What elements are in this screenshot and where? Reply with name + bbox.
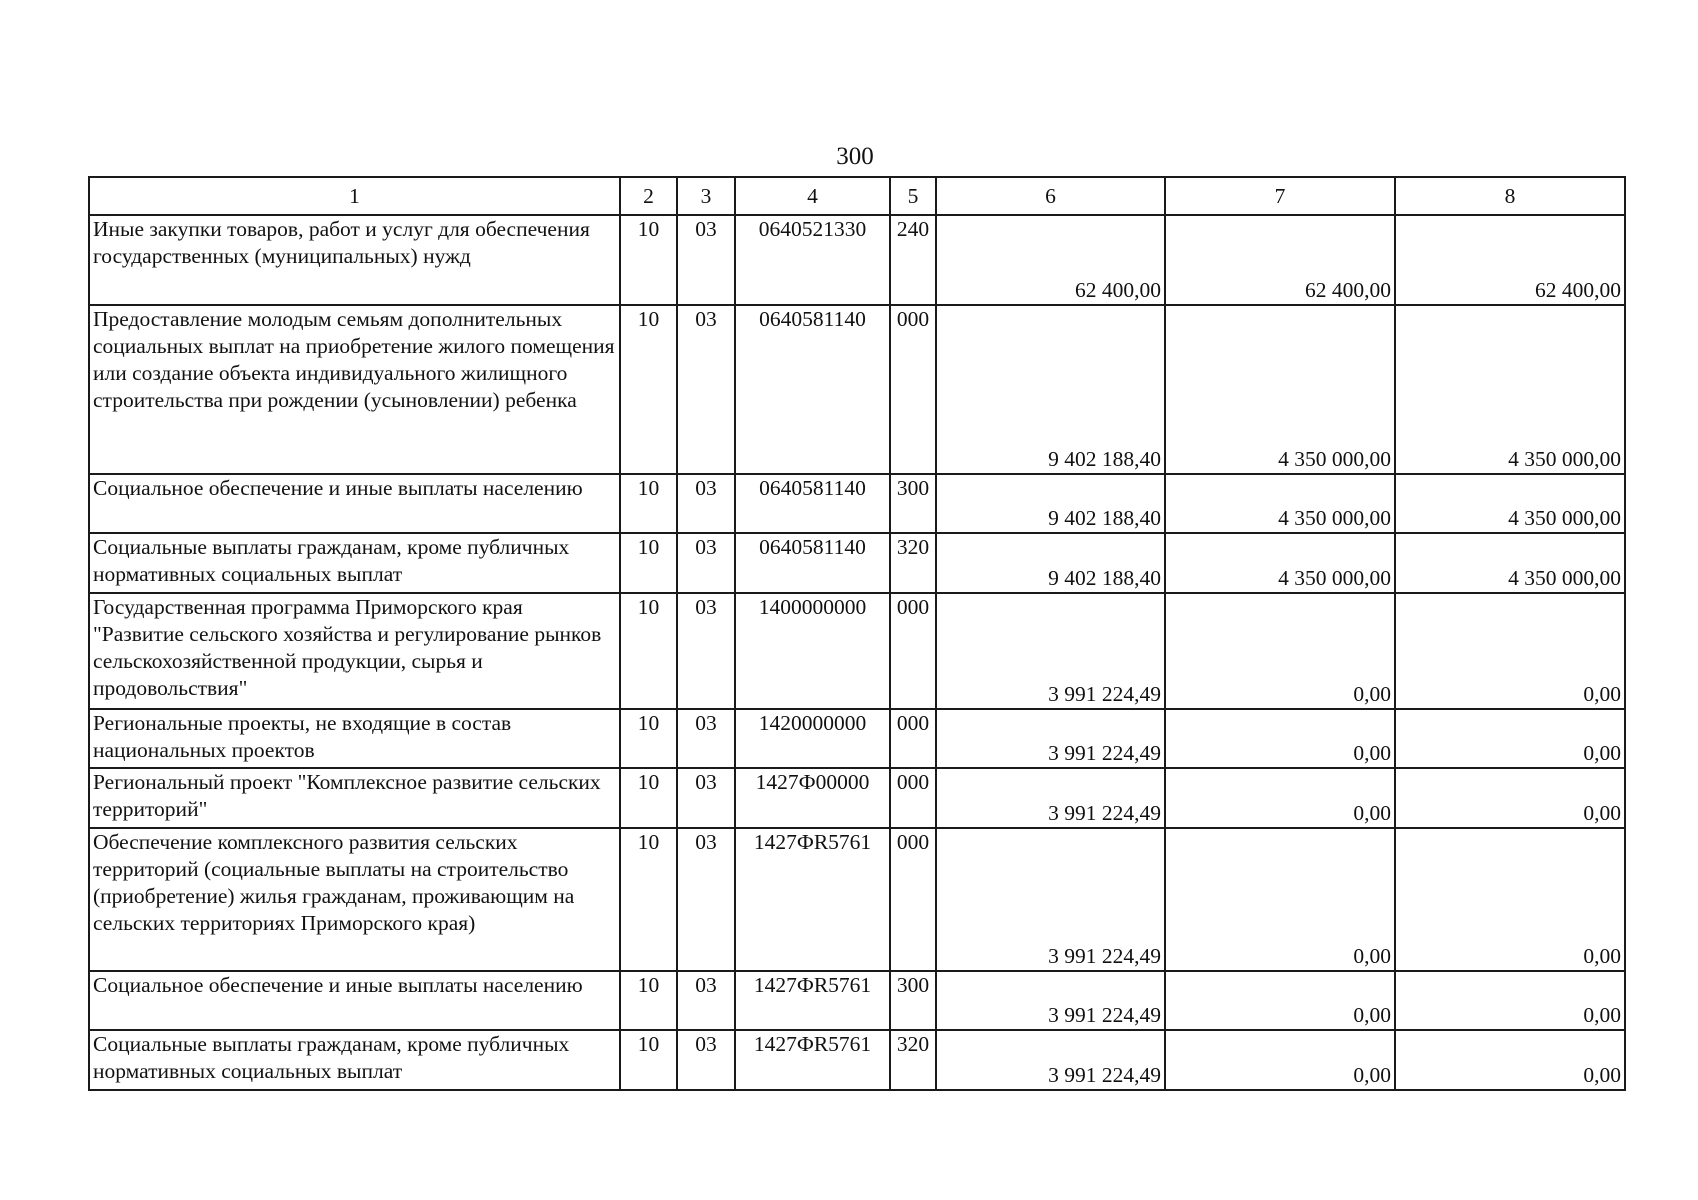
row-amount-8: 62 400,00: [1395, 215, 1625, 305]
row-name: Иные закупки товаров, работ и услуг для обеспечения государственных (муниципальных) нужд: [89, 215, 620, 305]
table-row: [89, 768, 1625, 828]
row-expense-type: 300: [890, 474, 936, 533]
row-amount-7: 0,00: [1165, 768, 1395, 828]
table-row: [89, 971, 1625, 1030]
header-cell-1: 1: [89, 177, 620, 215]
header-cell-2: 2: [620, 177, 677, 215]
row-section: 10: [620, 305, 677, 474]
header-cell-3: 3: [677, 177, 735, 215]
row-section: 10: [620, 1030, 677, 1090]
row-target-article: 1427Ф00000: [735, 768, 890, 828]
row-expense-type: 000: [890, 768, 936, 828]
table-row: [89, 593, 1625, 709]
row-expense-type: 320: [890, 1030, 936, 1090]
row-amount-8: 0,00: [1395, 593, 1625, 709]
row-name: Региональные проекты, не входящие в состав национальных проектов: [89, 709, 620, 768]
table-row: [89, 709, 1625, 768]
row-amount-7: 0,00: [1165, 828, 1395, 971]
row-subsection: 03: [677, 1030, 735, 1090]
row-section: 10: [620, 215, 677, 305]
row-amount-8: 0,00: [1395, 971, 1625, 1030]
row-amount-7: 0,00: [1165, 709, 1395, 768]
table-row: [89, 1030, 1625, 1090]
row-section: 10: [620, 474, 677, 533]
row-subsection: 03: [677, 593, 735, 709]
row-target-article: 1400000000: [735, 593, 890, 709]
row-amount-6: 3 991 224,49: [936, 709, 1165, 768]
table-row: [89, 533, 1625, 593]
page-number: 300: [836, 143, 874, 170]
row-name: Социальное обеспечение и иные выплаты населению: [89, 971, 620, 1030]
row-name: Предоставление молодым семьям дополнительных социальных выплат на приобретение жилого помещения или создание объекта индивидуального жилищного строительства при рождении (усыновлении) ребенка: [89, 305, 620, 474]
header-cell-5: 5: [890, 177, 936, 215]
row-subsection: 03: [677, 215, 735, 305]
row-name: Государственная программа Приморского края "Развитие сельского хозяйства и регулирование рынков сельскохозяйственной продукции, сырья и продовольствия": [89, 593, 620, 709]
row-amount-6: 9 402 188,40: [936, 533, 1165, 593]
row-amount-7: 62 400,00: [1165, 215, 1395, 305]
row-expense-type: 240: [890, 215, 936, 305]
row-amount-8: 0,00: [1395, 709, 1625, 768]
row-amount-7: 0,00: [1165, 971, 1395, 1030]
row-amount-6: 3 991 224,49: [936, 768, 1165, 828]
row-expense-type: 000: [890, 709, 936, 768]
row-target-article: 0640581140: [735, 474, 890, 533]
row-target-article: 0640521330: [735, 215, 890, 305]
row-section: 10: [620, 768, 677, 828]
row-amount-6: 3 991 224,49: [936, 593, 1165, 709]
row-section: 10: [620, 593, 677, 709]
table-row: [89, 215, 1625, 305]
row-subsection: 03: [677, 474, 735, 533]
row-section: 10: [620, 828, 677, 971]
row-amount-7: 0,00: [1165, 593, 1395, 709]
row-name: Обеспечение комплексного развития сельских территорий (социальные выплаты на строительство (приобретение) жилья гражданам, проживающим на сельских территориях Приморского края): [89, 828, 620, 971]
row-subsection: 03: [677, 709, 735, 768]
row-expense-type: 320: [890, 533, 936, 593]
row-amount-6: 3 991 224,49: [936, 1030, 1165, 1090]
row-subsection: 03: [677, 305, 735, 474]
table-row: [89, 305, 1625, 474]
row-amount-8: 0,00: [1395, 828, 1625, 971]
row-amount-7: 4 350 000,00: [1165, 305, 1395, 474]
row-section: 10: [620, 709, 677, 768]
row-target-article: 0640581140: [735, 305, 890, 474]
row-amount-7: 0,00: [1165, 1030, 1395, 1090]
row-expense-type: 000: [890, 593, 936, 709]
row-amount-6: 62 400,00: [936, 215, 1165, 305]
row-name: Социальные выплаты гражданам, кроме публичных нормативных социальных выплат: [89, 1030, 620, 1090]
row-expense-type: 300: [890, 971, 936, 1030]
row-amount-8: 4 350 000,00: [1395, 305, 1625, 474]
row-amount-6: 3 991 224,49: [936, 971, 1165, 1030]
row-name: Социальное обеспечение и иные выплаты населению: [89, 474, 620, 533]
row-name: Социальные выплаты гражданам, кроме публичных нормативных социальных выплат: [89, 533, 620, 593]
row-amount-7: 4 350 000,00: [1165, 533, 1395, 593]
row-amount-8: 0,00: [1395, 768, 1625, 828]
row-section: 10: [620, 533, 677, 593]
header-cell-6: 6: [936, 177, 1165, 215]
header-cell-8: 8: [1395, 177, 1625, 215]
row-target-article: 1427ФR5761: [735, 971, 890, 1030]
header-row: [89, 177, 1625, 215]
row-target-article: 1427ФR5761: [735, 1030, 890, 1090]
table-row: [89, 474, 1625, 533]
row-amount-6: 3 991 224,49: [936, 828, 1165, 971]
row-amount-6: 9 402 188,40: [936, 305, 1165, 474]
row-expense-type: 000: [890, 828, 936, 971]
row-name: Региональный проект "Комплексное развитие сельских территорий": [89, 768, 620, 828]
row-amount-7: 4 350 000,00: [1165, 474, 1395, 533]
row-amount-8: 0,00: [1395, 1030, 1625, 1090]
row-subsection: 03: [677, 828, 735, 971]
table-row: [89, 828, 1625, 971]
row-subsection: 03: [677, 768, 735, 828]
row-subsection: 03: [677, 971, 735, 1030]
row-section: 10: [620, 971, 677, 1030]
row-amount-8: 4 350 000,00: [1395, 474, 1625, 533]
row-amount-6: 9 402 188,40: [936, 474, 1165, 533]
row-amount-8: 4 350 000,00: [1395, 533, 1625, 593]
row-target-article: 1420000000: [735, 709, 890, 768]
row-expense-type: 000: [890, 305, 936, 474]
row-target-article: 0640581140: [735, 533, 890, 593]
header-cell-7: 7: [1165, 177, 1395, 215]
budget-table: [88, 176, 1626, 1091]
header-cell-4: 4: [735, 177, 890, 215]
row-target-article: 1427ФR5761: [735, 828, 890, 971]
row-subsection: 03: [677, 533, 735, 593]
